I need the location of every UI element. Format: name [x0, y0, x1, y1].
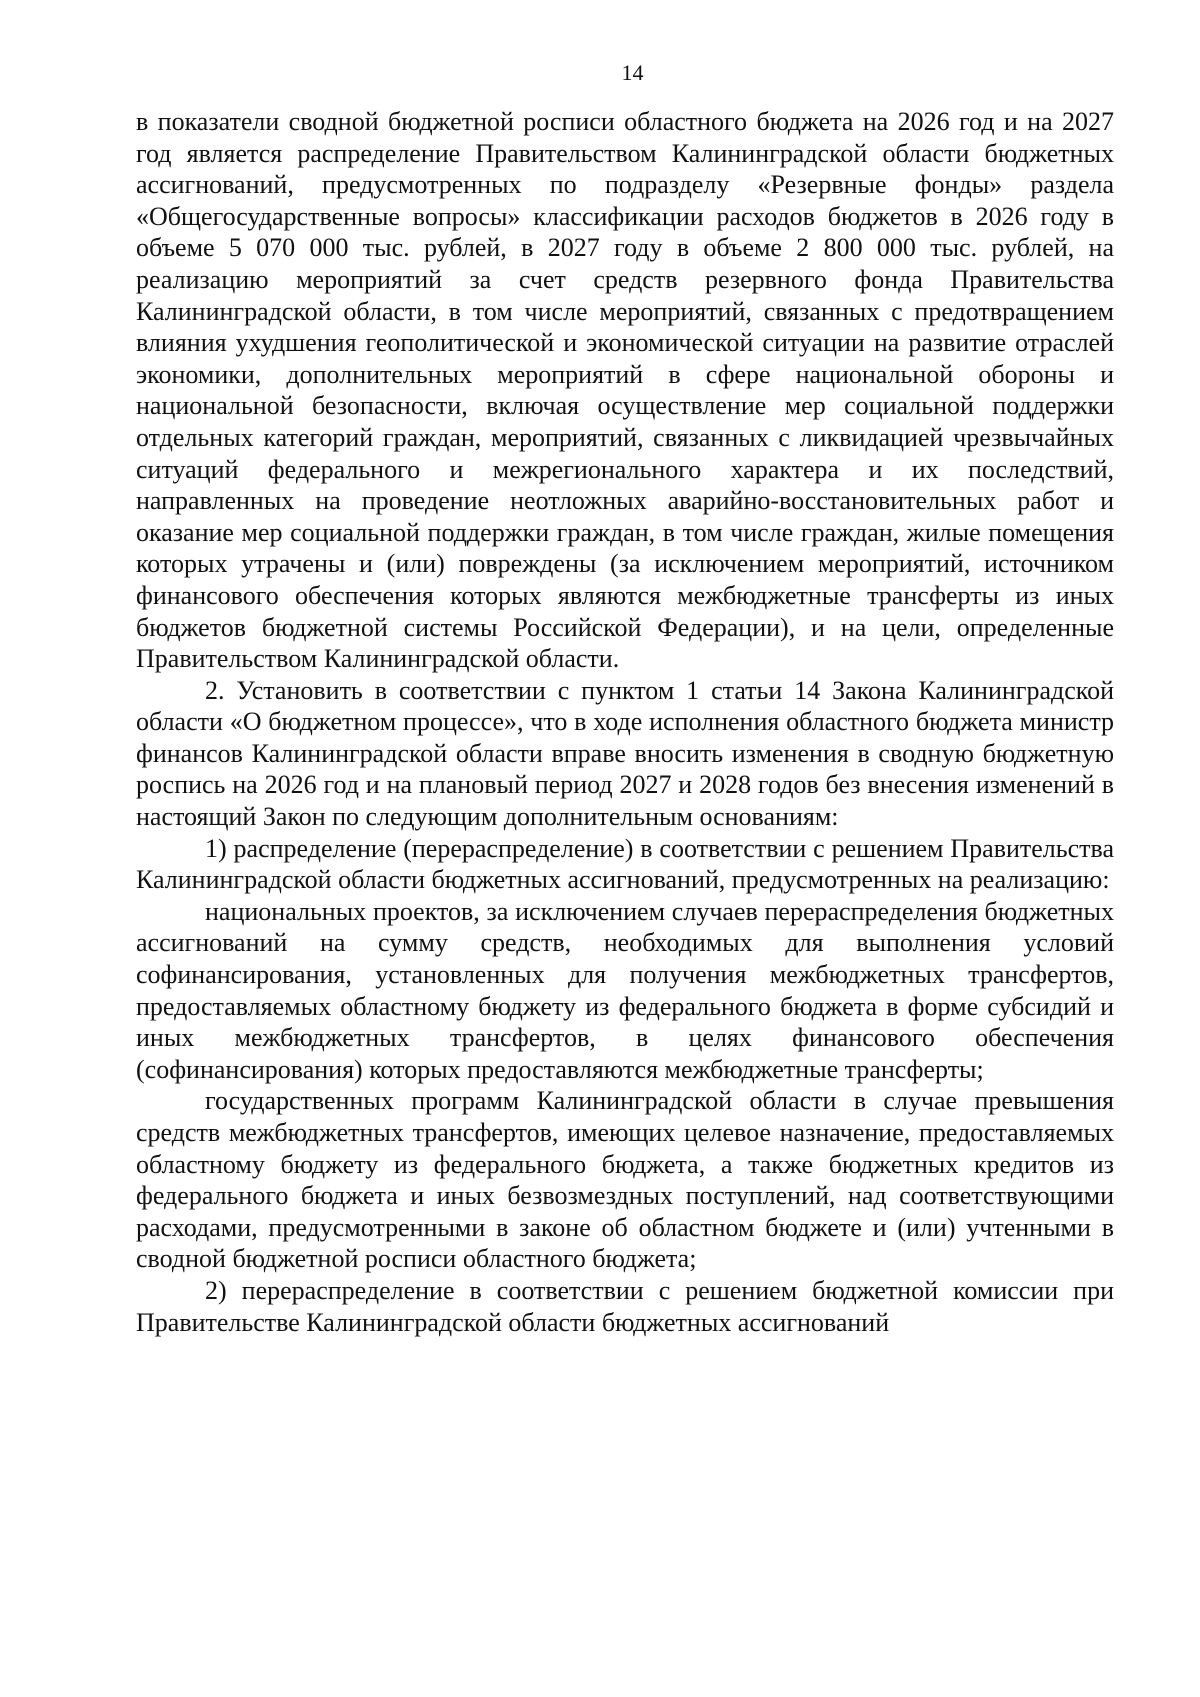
document-body [136, 106, 1114, 1338]
paragraph-state-programs: государственных программ Калининградской области в случае превышения средств межбюджетных трансфертов, имеющих целевое назначение, предоставляемых областному бюджету из федерального бюджета, а также бюджетных кредитов из федерального бюджета и иных безвозмездных поступлений, над соответствующими расходами, предусмотренными в законе об областном бюджете и (или) учтенными в сводной бюджетной росписи областного бюджета; [136, 1086, 1114, 1274]
paragraph-item-2: 2. Установить в соответствии с пунктом 1 статьи 14 Закона Калининградской области «О бюджетном процессе», что в ходе исполнения областного бюджета министр финансов Калининградской области вправе вносить изменения в сводную бюджетную роспись на 2026 год и на плановый период 2027 и 2028 годов без внесения изменений в настоящий Закон по следующим дополнительным основаниям: [136, 675, 1114, 832]
page-number: 14 [621, 60, 644, 85]
paragraph-subitem-1: 1) распределение (перераспределение) в соответствии с решением Правительства Калининградской области бюджетных ассигнований, предусмотренных на реализацию: [136, 833, 1114, 895]
paragraph-national-projects: национальных проектов, за исключением случаев перераспределения бюджетных ассигнований на сумму средств, необходимых для выполнения условий софинансирования, установленных для получения межбюджетных трансфертов, предоставляемых областному бюджету из федерального бюджета в форме субсидий и иных межбюджетных трансфертов, в целях финансового обеспечения (софинансирования) которых предоставляются межбюджетные трансферты; [136, 896, 1114, 1084]
paragraph-subitem-2: 2) перераспределение в соответствии с решением бюджетной комиссии при Правительстве Калининградской области бюджетных ассигнований [136, 1275, 1114, 1337]
paragraph-reserve-funds: в показатели сводной бюджетной росписи областного бюджета на 2026 год и на 2027 год является распределение Правительством Калининградской области бюджетных ассигнований, предусмотренных по подразделу «Резервные фонды» раздела «Общегосударственные вопросы» классификации расходов бюджетов в 2026 году в объеме 5 070 000 тыс. рублей, в 2027 году в объеме 2 800 000 тыс. рублей, на реализацию мероприятий за счет средств резервного фонда Правительства Калининградской области, в том числе мероприятий, связанных с предотвращением влияния ухудшения геополитической и экономической ситуации на развитие отраслей экономики, дополнительных мероприятий в сфере национальной обороны и национальной безопасности, включая осуществление мер социальной поддержки отдельных категорий граждан, мероприятий, связанных с ликвидацией чрезвычайных ситуаций федерального и межрегионального характера и их последствий, направленных на проведение неотложных аварийно-восстановительных работ и оказание мер социальной поддержки граждан, в том числе граждан, жилые помещения которых утрачены и (или) повреждены (за исключением мероприятий, источником финансового обеспечения которых являются межбюджетные трансферты из иных бюджетов бюджетной системы Российской Федерации), и на цели, определенные Правительством Калининградской области. [136, 107, 1114, 674]
